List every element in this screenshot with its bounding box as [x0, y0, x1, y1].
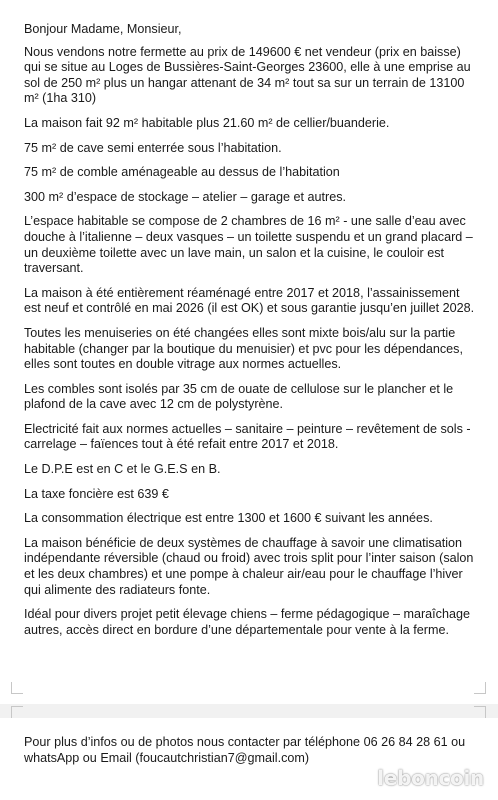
footer-page [0, 718, 498, 800]
crop-mark-bottom-left [11, 682, 23, 694]
letter-body [24, 22, 476, 647]
paragraph-property-tax: La taxe foncière est 639 € [24, 486, 169, 501]
paragraph-attic: 75 m² de comble aménageable au dessus de l’habitation [24, 165, 340, 180]
paragraph-electricity: Electricité fait aux normes actuelles – sanitaire – peinture – revêtement de sols - carrelage – faïences tout à été refait entre 2017 et 2018. [24, 421, 471, 452]
paragraph-storage: 300 m² d’espace de stockage – atelier – garage et autres. [24, 189, 347, 204]
paragraph-rooms: L’espace habitable se compose de 2 chambres de 16 m² - une salle d’eau avec douche à l’italienne – deux vasques – un toilette suspendu et un grand placard – un deuxième toilette avec un lave main, un salon et la cuisine, le couloir est traversant. [24, 214, 473, 276]
crop-mark-top-right [474, 706, 486, 718]
paragraph-dpe: Le D.P.E est en C et le G.E.S en B. [24, 462, 221, 477]
leboncoin-watermark: leboncoin [377, 766, 484, 790]
paragraph-power-consumption: La consommation électrique est entre 1300 et 1600 € suivant les années. [24, 511, 433, 526]
paragraph-insulation: Les combles sont isolés par 35 cm de ouate de cellulose sur le plancher et le plafond de la cave avec 12 cm de polystyrène. [24, 381, 454, 412]
greeting: Bonjour Madame, Monsieur, [24, 22, 182, 36]
paragraph-price-location: Nous vendons notre fermette au prix de 149600 € net vendeur (prix en baisse) qui se situe au Loges de Bussières-Saint-Georges 23600, elle à une emprise au sol de 250 m² plus un hangar attenant de 34 m² tout sa sur un terrain de 13100 m² (1ha 310) [24, 44, 471, 106]
paragraph-ideal-use: Idéal pour divers projet petit élevage chiens – ferme pédagogique – maraîchage autres, accès direct en bordure d’une départementale pour vente à la ferme. [24, 607, 470, 637]
paragraph-living-area: La maison fait 92 m² habitable plus 21.60 m² de cellier/buanderie. [24, 115, 390, 130]
crop-mark-top-left [11, 706, 23, 718]
paragraph-windows: Toutes les menuiseries on été changées elles sont mixte bois/alu sur la partie habitable (changer par la boutique du menuisier) et pvc pour les dépendances, elles sont toutes en double vitrage aux normes actuelles. [24, 325, 463, 372]
paragraph-renovation: La maison à été entièrement réaménagé entre 2017 et 2018, l’assainissement est neuf et contrôlé en mai 2026 (il est OK) et sous garantie jusqu’en juillet 2028. [24, 285, 475, 316]
paragraph-cellar: 75 m² de cave semi enterrée sous l’habitation. [24, 140, 282, 155]
contact-text: Pour plus d’infos ou de photos nous contacter par téléphone 06 26 84 28 61 ou whatsApp ou Email (foucautchristian7@gmail.com) [24, 735, 466, 765]
paragraph-heating: La maison bénéficie de deux systèmes de chauffage à savoir une climatisation indépendante réversible (chaud ou froid) avec trois split pour l’inter saison (salon et les deux chambres) et une pompe à chaleur air/eau pour le chauffage l’hiver qui alimente des radiateurs fonte. [24, 535, 474, 597]
crop-mark-bottom-right [474, 682, 486, 694]
